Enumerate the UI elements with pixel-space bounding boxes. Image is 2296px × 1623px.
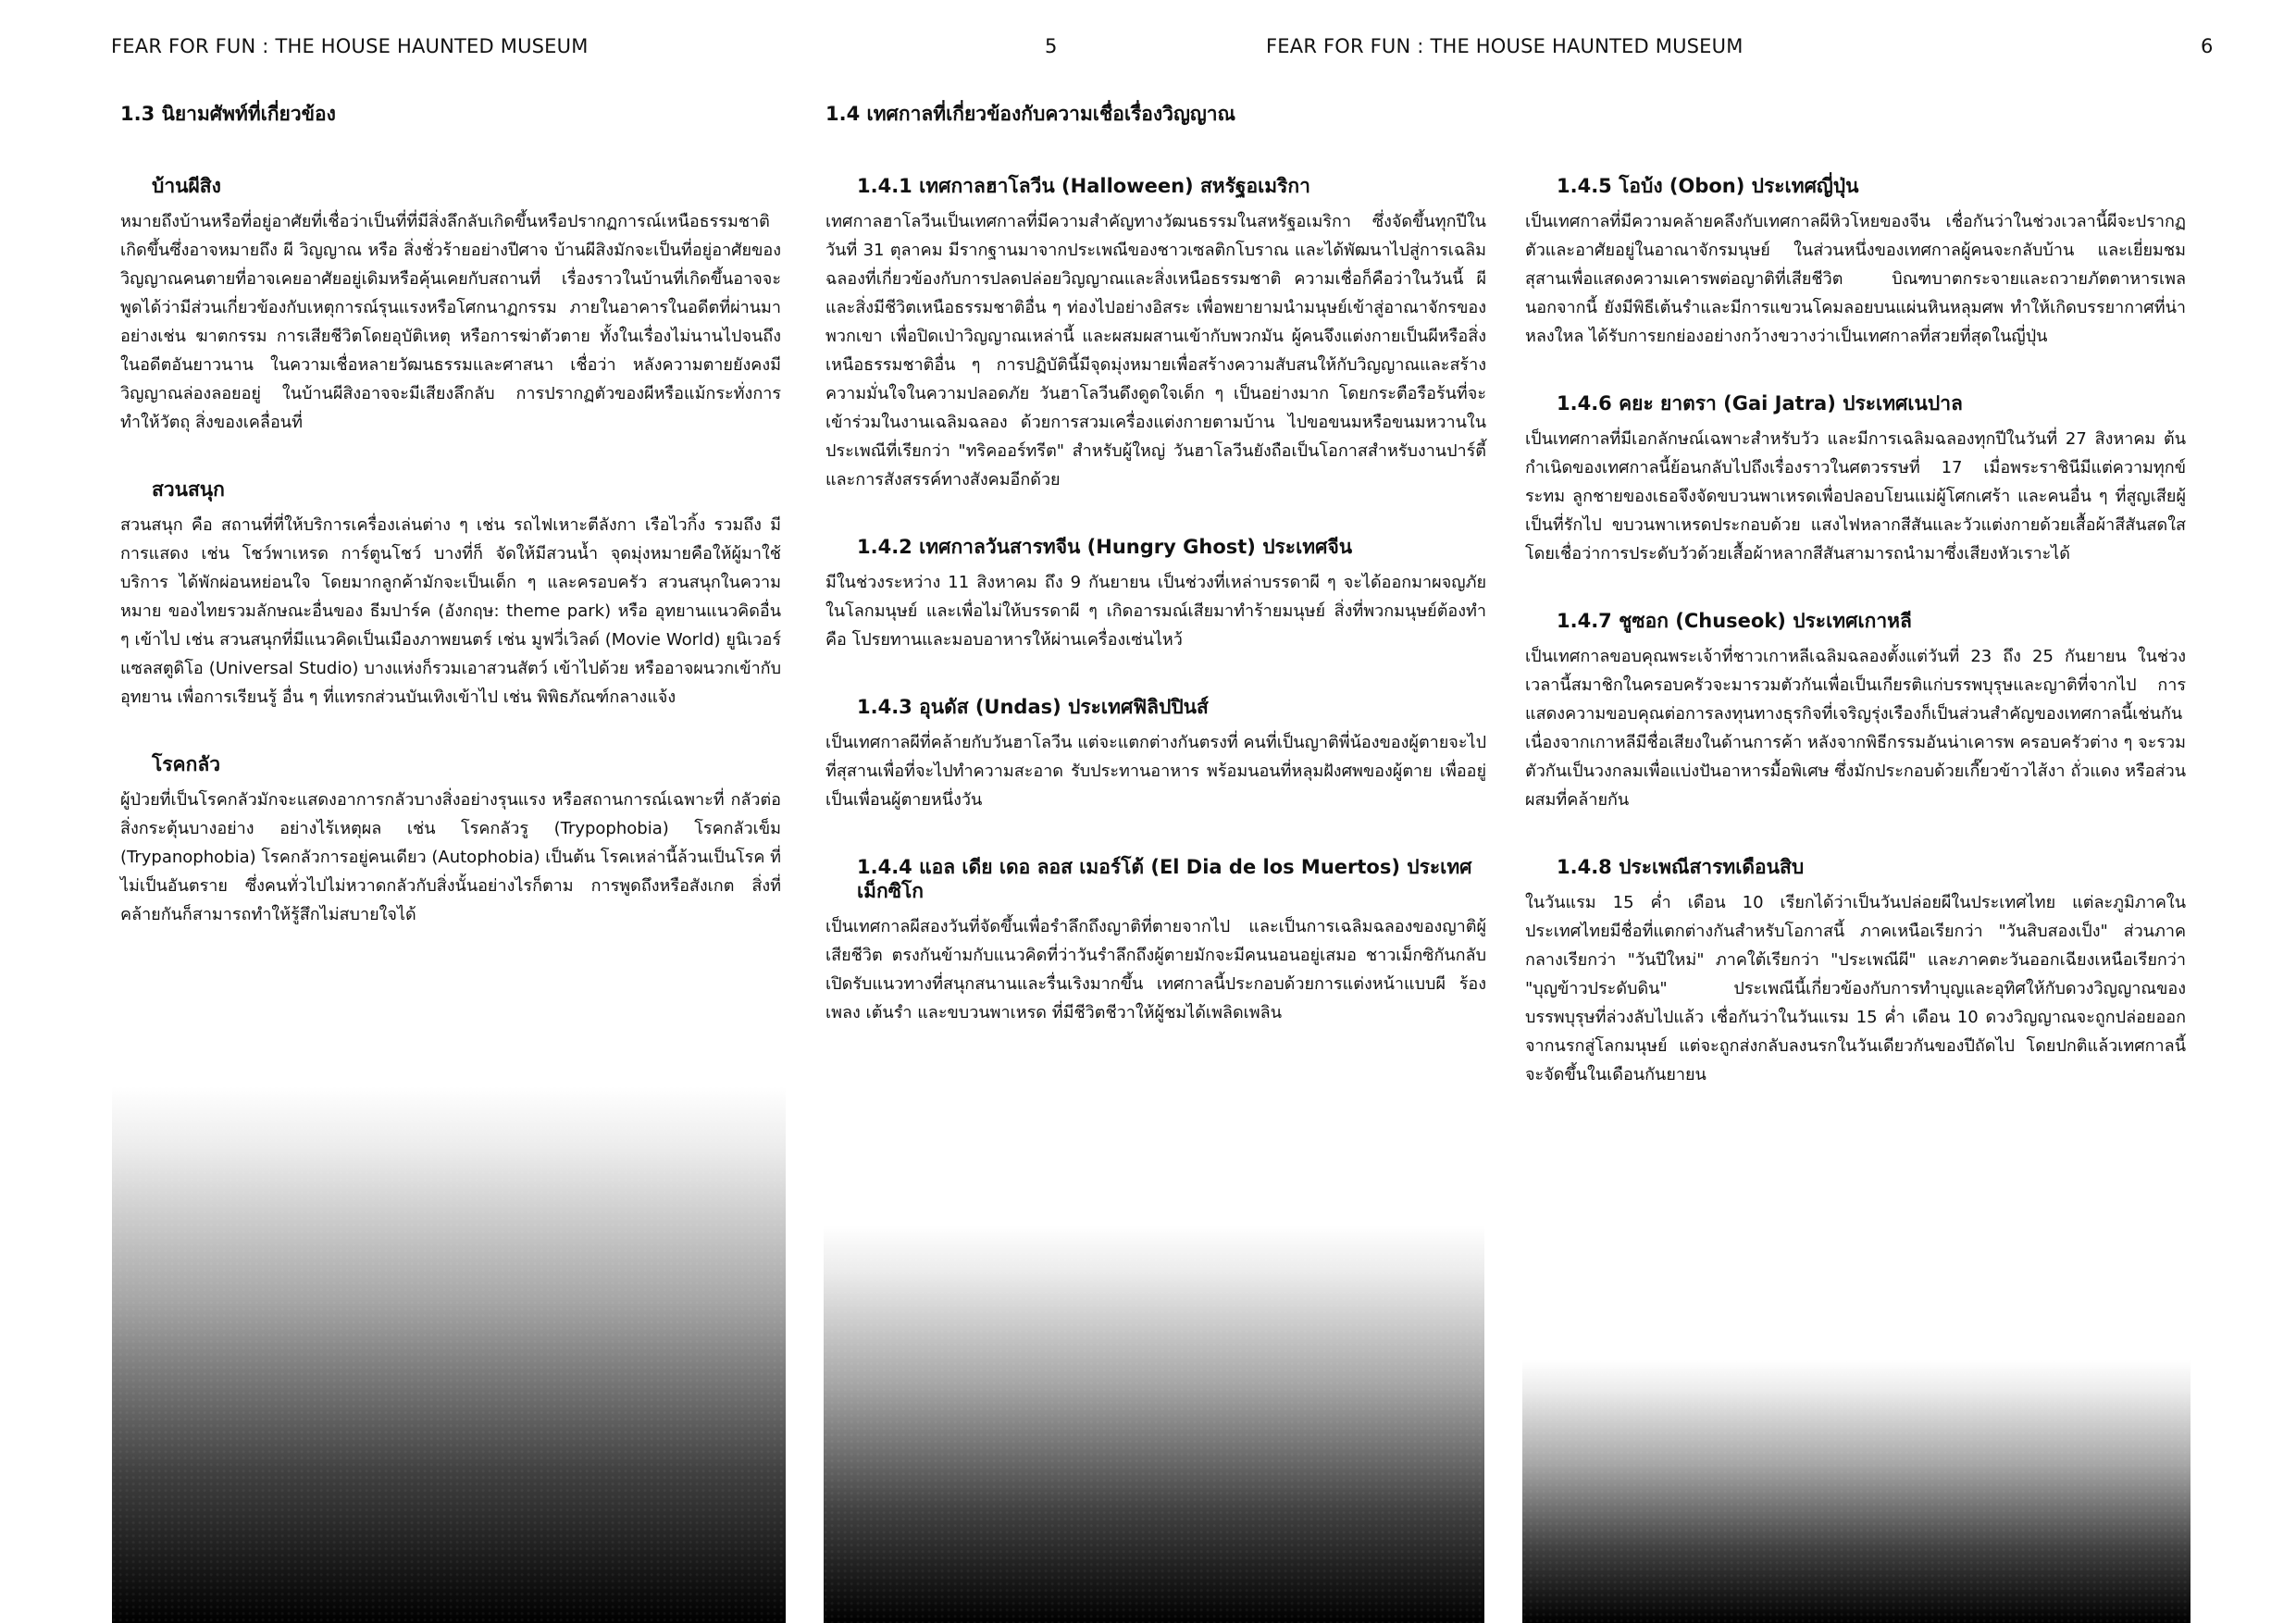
festival-body: เป็นเทศกาลที่มีความคล้ายคลึงกับเทศกาลผีหิวโหยของจีน เชื่อกันว่าในช่วงเวลานี้ผีจะปรากฏตัวและอาศัยอยู่ในอาณาจักรมนุษย์ ในส่วนหนึ่งของเทศกาลผู้คนจะกลับบ้าน และเยี่ยมชมสุสานเพื่อแสดงความเคารพต่อญาติที่เสียชีวิต บิณฑบาตกระจายและถวายภัตตาหารเพล นอกจากนี้ ยังมีพิธีเต้นรำและมีการแขวนโคมลอยบนแผ่นหินหลุมศพ ทำให้เกิดบรรยากาศที่น่าหลงใหล ได้รับการยกย่องอย่างกว้างขวางว่าเป็นเทศกาลที่สวยที่สุดในญี่ปุ่น <box>1525 212 2186 346</box>
festival-body: เป็นเทศกาลขอบคุณพระเจ้าที่ชาวเกาหลีเฉลิมฉลองตั้งแต่วันที่ 23 ถึง 25 กันยายน ในช่วงเวลานี้สมาชิกในครอบครัวจะมารวมตัวกันเพื่อเป็นเกียรติแก่บรรพบุรุษและญาติที่จากไป การแสดงความขอบคุณต่อการลงทุนทางธุรกิจที่เจริญรุ่งเรืองก็เป็นส่วนสำคัญของเทศกาลนี้เช่นกัน เนื่องจากเกาหลีมีชื่อเสียงในด้านการค้า หลังจากพิธีกรรมอันน่าเคารพ ครอบครัวต่าง ๆ จะรวมตัวกันเป็นวงกลมเพื่อแบ่งปันอาหารมื้อพิเศษ ซึ่งมักประกอบด้วยเกี๊ยวข้าวไส้งา ถั่วแดง หรือส่วนผสมที่คล้ายกัน <box>1525 647 2186 810</box>
definition-title: โรคกลัว <box>152 753 220 775</box>
festival-body: มีในช่วงระหว่าง 11 สิงหาคม ถึง 9 กันยายน เป็นช่วงที่เหล่าบรรดาผี ๆ จะได้ออกมาผจญภัยในโลกมนุษย์ และเพื่อไม่ให้บรรดาผี ๆ เกิดอารมณ์เสียมาทำร้ายมนุษย์ สิ่งที่พวกมนุษย์ต้องทำคือ โปรยทานและมอบอาหารให้ผ่านเครื่องเซ่นไหว้ <box>825 573 1486 650</box>
festival-chuseok <box>1525 609 2186 814</box>
festival-title: 1.4.3 อุนดัส (Undas) ประเทศฟิลิปปินส์ <box>857 696 1209 718</box>
gradient-fade-left <box>112 1086 786 1623</box>
section-heading: 1.3 นิยามศัพท์ที่เกี่ยวข้อง <box>120 103 336 125</box>
section-heading: 1.4 เทศกาลที่เกี่ยวข้องกับความเชื่อเรื่องวิญญาณ <box>825 103 1236 125</box>
festival-title: 1.4.5 โอบ้ง (Obon) ประเทศญี่ปุ่น <box>1557 175 1859 197</box>
festival-gai-jatra <box>1525 391 2186 568</box>
definition-title: สวนสนุก <box>152 478 225 501</box>
definition-body: ผู้ป่วยที่เป็นโรคกลัวมักจะแสดงอาการกลัวบางสิ่งอย่างรุนแรง หรือสถานการณ์เฉพาะที่ กลัวต่อสิ่งกระตุ้นบางอย่าง อย่างไร้เหตุผล เช่น โรคกลัวรู (Trypophobia) โรคกลัวเข็ม (Trypanophobia) โรคกลัวการอยู่คนเดียว (Autophobia) เป็นต้น โรคเหล่านี้ล้วนเป็นโรค ที่ไม่เป็นอันตราย ซึ่งคนทั่วไปไม่หวาดกลัวกับสิ่งนั้นอย่างไรก็ตาม การพูดถึงหรือสังเกต สิ่งที่คล้ายกันก็สามารถทำให้รู้สึกไม่สบายใจได้ <box>120 790 781 924</box>
festival-dia-de-muertos <box>825 855 1486 1027</box>
festival-body: เป็นเทศกาลผีสองวันที่จัดขึ้นเพื่อรำลึกถึงญาติที่ตายจากไป และเป็นการเฉลิมฉลองของญาติผู้เสียชีวิต ตรงกันข้ามกับแนวคิดที่ว่าวันรำลึกถึงผู้ตายมักจะมีคนนอนอยู่เสมอ ชาวเม็กซิกันกลับเปิดรับแนวทางที่สนุกสนานและรื่นเริงมากขึ้น เทศกาลนี้ประกอบด้วยการแต่งหน้าแบบผี ร้องเพลง เต้นรำ และขบวนพาเหรด ที่มีชีวิตชีวาให้ผู้ชมได้เพลิดเพลิน <box>825 917 1486 1022</box>
column-festivals-1 <box>825 102 1486 1068</box>
definition-title: บ้านผีสิง <box>152 175 221 197</box>
header-title-right: FEAR FOR FUN : THE HOUSE HAUNTED MUSEUM <box>1266 35 1744 57</box>
definition-amusement-park <box>120 477 781 712</box>
festival-hungry-ghost <box>825 535 1486 654</box>
gradient-fade-right <box>1522 1359 2191 1623</box>
column-definitions <box>120 102 781 970</box>
festival-title: 1.4.2 เทศกาลวันสารทจีน (Hungry Ghost) ประเทศจีน <box>857 536 1353 558</box>
festival-title: 1.4.4 แอล เดีย เดอ ลอส เมอร์โต้ (El Dia de los Muertos) ประเทศเม็กซิโก <box>857 856 1472 902</box>
page-number-left: 5 <box>1045 35 1058 57</box>
festival-title: 1.4.8 ประเพณีสารทเดือนสิบ <box>1557 856 1805 878</box>
festival-title: 1.4.7 ชูซอก (Chuseok) ประเทศเกาหลี <box>1557 610 1912 632</box>
header-title-left: FEAR FOR FUN : THE HOUSE HAUNTED MUSEUM <box>111 35 589 57</box>
festival-obon <box>1525 174 2186 351</box>
page-number-right: 6 <box>2201 35 2214 57</box>
gradient-fade-middle <box>824 1225 1484 1623</box>
definition-body: หมายถึงบ้านหรือที่อยู่อาศัยที่เชื่อว่าเป็นที่ที่มีสิ่งลึกลับเกิดขึ้นหรือปรากฏการณ์เหนือธรรมชาติ เกิดขึ้นซึ่งอาจหมายถึง ผี วิญญาณ หรือ สิ่งชั่วร้ายอย่างปีศาจ บ้านผีสิงมักจะเป็นที่อยู่อาศัยของวิญญาณคนตายที่อาจเคยอาศัยอยู่เดิมหรือคุ้นเคยกับสถานที่ เรื่องราวในบ้านที่เกิดขึ้นอาจจะพูดได้ว่ามีส่วนเกี่ยวข้องกับเหตุการณ์รุนแรงหรือโศกนาฏกรรม ภายในอาคารในอดีตที่ผ่านมาอย่างเช่น ฆาตกรรม การเสียชีวิตโดยอุบัติเหตุ หรือการฆ่าตัวตาย ทั้งในเรื่องไม่นานไปจนถึงในอดีตอันยาวนาน ในความเชื่อหลายวัฒนธรรมและศาสนา เชื่อว่า หลังความตายยังคงมีวิญญาณล่องลอยอยู่ ในบ้านผีสิงอาจจะมีเสียงลึกลับ การปรากฏตัวของผีหรือแม้กระทั่งการทำให้วัตถุ สิ่งของเคลื่อนที่ <box>120 212 781 432</box>
festival-title: 1.4.6 คยะ ยาตรา (Gai Jatra) ประเทศเนปาล <box>1557 392 1963 415</box>
festival-title: 1.4.1 เทศกาลฮาโลวีน (Halloween) สหรัฐอเมริกา <box>857 175 1310 197</box>
festival-body: ในวันแรม 15 ค่ำ เดือน 10 เรียกได้ว่าเป็นวันปล่อยผีในประเทศไทย แต่ละภูมิภาคในประเทศไทยมีชื่อที่แตกต่างกันสำหรับโอกาสนี้ ภาคเหนือเรียกว่า "วันสิบสองเป็ง" ส่วนภาคกลางเรียกว่า "วันปีใหม่" ภาคใต้เรียกว่า "ประเพณีผี" และภาคตะวันออกเฉียงเหนือเรียกว่า "บุญข้าวประดับดิน" ประเพณีนี้เกี่ยวข้องกับการทำบุญและอุทิศให้กับดวงวิญญาณของบรรพบุรุษที่ล่วงลับไปแล้ว เชื่อกันว่าในวันแรม 15 ค่ำ เดือน 10 ดวงวิญญาณจะถูกปล่อยออกจากนรกสู่โลกมนุษย์ แต่จะถูกส่งกลับลงนรกในวันเดียวกันของปีถัดไป โดยปกติแล้วเทศกาลนี้จะจัดขึ้นในเดือนกันยายน <box>1525 893 2186 1084</box>
definition-body: สวนสนุก คือ สถานที่ที่ให้บริการเครื่องเล่นต่าง ๆ เช่น รถไฟเหาะตีลังกา เรือไวกิ้ง รวมถึง มีการแสดง เช่น โชว์พาเหรด การ์ตูนโชว์ บางที่ก็ จัดให้มีสวนน้ำ จุดมุ่งหมายคือให้ผู้มาใช้บริการ ได้พักผ่อนหย่อนใจ โดยมากลูกค้ามักจะเป็นเด็ก ๆ และครอบครัว สวนสนุกในความหมาย ของไทยรวมลักษณะอื่นของ ธีมปาร์ค (อังกฤษ: theme park) หรือ อุทยานแนวคิดอื่น ๆ เข้าไป เช่น สวนสนุกที่มีแนวคิดเป็นเมืองภาพยนตร์ เช่น มูฟวี่เวิลด์ (Movie World) ยูนิเวอร์แซลสตูดิโอ (Universal Studio) บางแห่งก็รวมเอาสวนสัตว์ เข้าไปด้วย หรืออาจผนวกเข้ากับอุทยาน เพื่อการเรียนรู้ อื่น ๆ ที่แทรกส่วนบันเทิงเข้าไป เช่น พิพิธภัณฑ์กลางแจ้ง <box>120 515 781 707</box>
festival-undas <box>825 695 1486 814</box>
festival-body: เป็นเทศกาลที่มีเอกลักษณ์เฉพาะสำหรับวัว และมีการเฉลิมฉลองทุกปีในวันที่ 27 สิงหาคม ต้นกำเนิดของเทศกาลนี้ย้อนกลับไปถึงเรื่องราวในศตวรรษที่ 17 เมื่อพระราชินีมีแต่ความทุกข์ระทม ลูกชายของเธอจึงจัดขบวนพาเหรดเพื่อปลอบโยนแม่ผู้โศกเศร้า และคนอื่น ๆ ที่สูญเสียผู้เป็นที่รักไป ขบวนพาเหรดประกอบด้วย แสงไฟหลากสีสันและวัวแต่งกายด้วยเสื้อผ้าสีสันสดใส โดยเชื่อว่าการประดับวัวด้วยเสื้อผ้าหลากสีสันสามารถนำมาซึ่งเสียงหัวเราะได้ <box>1525 429 2186 564</box>
festival-body: เป็นเทศกาลผีที่คล้ายกับวันฮาโลวีน แต่จะแตกต่างกันตรงที่ คนที่เป็นญาติพี่น้องของผู้ตายจะไปที่สุสานเพื่อที่จะไปทำความสะอาด รับประทานอาหาร พร้อมนอนที่หลุมฝังศพของผู้ตาย เพื่ออยู่เป็นเพื่อนผู้ตายหนึ่งวัน <box>825 733 1486 810</box>
column-festivals-2 <box>1525 174 2186 1130</box>
definition-phobia <box>120 752 781 929</box>
definition-haunted-house <box>120 174 781 437</box>
festival-body: เทศกาลฮาโลวีนเป็นเทศกาลที่มีความสำคัญทางวัฒนธรรมในสหรัฐอเมริกา ซึ่งจัดขึ้นทุกปีในวันที่ 31 ตุลาคม มีรากฐานมาจากประเพณีของชาวเซลติกโบราณ และได้พัฒนาไปสู่การเฉลิมฉลองที่เกี่ยวข้องกับการปลดปล่อยวิญญาณและสิ่งเหนือธรรมชาติ ความเชื่อก็คือว่าในวันนี้ ผีและสิ่งมีชีวิตเหนือธรรมชาติอื่น ๆ ท่องไปอย่างอิสระ เพื่อพยายามนำมนุษย์เข้าสู่อาณาจักรของพวกเขา เพื่อปิดเป่าวิญญาณเหล่านี้ และผสมผสานเข้ากับพวกมัน ผู้คนจึงแต่งกายเป็นผีหรือสิ่งเหนือธรรมชาติอื่น ๆ การปฏิบัตินี้มีจุดมุ่งหมายเพื่อสร้างความสับสนให้กับวิญญาณและสร้างความมั่นใจในความปลอดภัย วันฮาโลวีนดึงดูดใจเด็ก ๆ เป็นอย่างมาก โดยกระตือรือร้นที่จะเข้าร่วมในงานเฉลิมฉลอง ด้วยการสวมเครื่องแต่งกายตามบ้าน ไปขอขนมหรือขนมหวานในประเพณีที่เรียกว่า "ทริคออร์ทรีต" สำหรับผู้ใหญ่ วันฮาโลวีนยังถือเป็นโอกาสสำหรับงานปาร์ตี้ และการสังสรรค์ทางสังคมอีกด้วย <box>825 212 1486 489</box>
festival-halloween <box>825 174 1486 494</box>
festival-sart-month-ten <box>1525 855 2186 1089</box>
